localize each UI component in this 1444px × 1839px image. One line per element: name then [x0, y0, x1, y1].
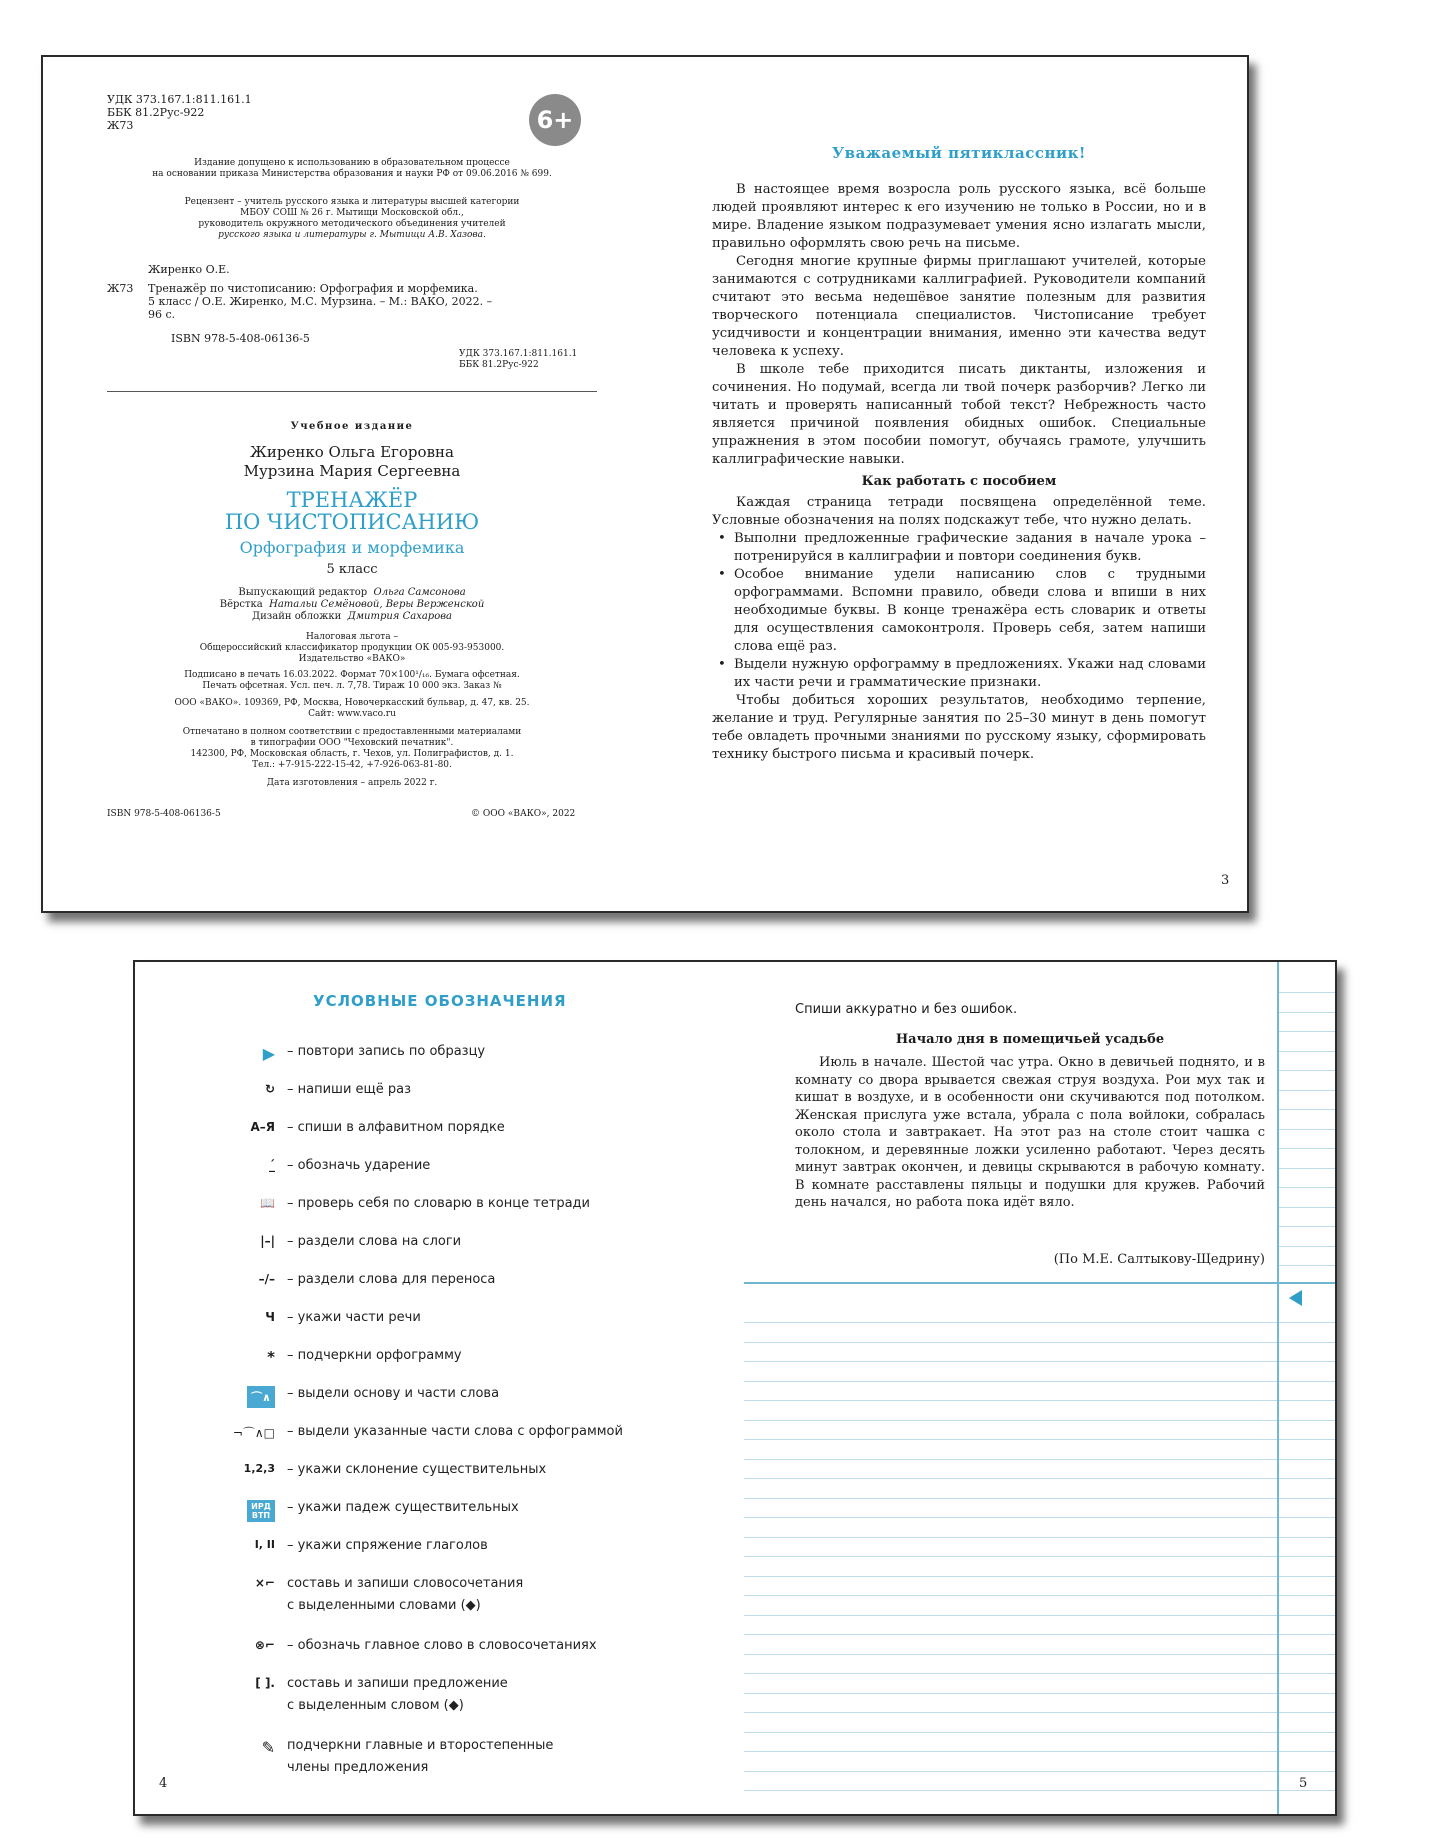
book-icon: 📖	[260, 1196, 275, 1210]
reviewer-line: русского языка и литературы г. Мытищи А.В. Хазова.	[218, 230, 486, 240]
ruled-line	[1279, 1712, 1335, 1713]
paragraph: Сегодня многие крупные фирмы приглашают учителей, которые занимаются с сотрудниками каллиграфией. Руководители компаний считают это весьма недешёвое занятие полезным для развития творческого потенциала специалистов. Чистописание требует усидчивости и концентрации внимания, именно эти качества ведут человека к успеху.	[712, 254, 1206, 359]
page-number: 4	[159, 1776, 168, 1791]
legend-item-word-combinations	[175, 1576, 655, 1628]
author-code-line: Ж73	[107, 119, 134, 132]
ruled-line	[744, 1478, 1277, 1479]
main-word-icon: ⊗⌐	[254, 1638, 275, 1652]
alphabet-icon: А–Я	[250, 1120, 275, 1134]
legend-item-alphabetical	[175, 1120, 655, 1156]
legend-item-main-word	[175, 1638, 655, 1674]
ruled-line	[1279, 1556, 1335, 1557]
ruled-line	[744, 1732, 1277, 1733]
manufacture-date: Дата изготовления – апрель 2022 г.	[266, 778, 438, 788]
ruled-line	[1279, 1478, 1335, 1479]
print-line: Подписано в печать 16.03.2022. Формат 70×100¹/₁₆. Бумага офсетная.	[184, 670, 520, 680]
legend-text-line: раздели слова на слоги	[297, 1234, 462, 1249]
legend-item-underline-orthogram	[175, 1348, 655, 1384]
ruled-line	[1279, 1031, 1335, 1032]
ruled-line	[1279, 1576, 1335, 1577]
legend-text-line: подчеркни орфограмму	[297, 1348, 462, 1363]
printing-line: 142300, РФ, Московская область, г. Чехов, ул. Полиграфистов, д. 1.	[190, 749, 514, 759]
ruled-line	[744, 1576, 1277, 1577]
legend-text: – проверь себя по словарю в конце тетради	[287, 1196, 590, 1211]
page-number: 5	[1299, 1776, 1308, 1791]
morpheme-box: ⌒∧	[247, 1386, 275, 1408]
legend-item-sentence	[175, 1676, 655, 1728]
tax-info	[107, 632, 597, 665]
paragraph: В школе тебе приходится писать диктанты, изложения и сочинения. Но подумай, всегда ли твой почерк разборчив? Легко ли читать и проверять написанный тобой текст? Небрежность часто является причиной появления обидных ошибок. Специальные упражнения в этом пособии помогут, обучаясь грамоте, улучшить каллиграфические навыки.	[712, 362, 1206, 467]
ruled-line	[744, 1654, 1277, 1655]
print-line: Печать офсетная. Усл. печ. л. 7,78. Тираж 10 000 экз. Заказ №	[202, 681, 502, 691]
tax-line: Налоговая льгота –	[306, 632, 398, 642]
spread-pages-2-3	[41, 55, 1249, 913]
bullet-item: • Особое внимание удели написанию слов с трудными орфограммами. Вспомни правило, обведи слова и впиши в них необходимые буквы. В конце тренажёра есть словарик и ответы для осуществления самоконтроля. Проверь себя, затем напиши слова ещё раз.	[712, 566, 1206, 656]
printing-line: Отпечатано в полном соответствии с предоставленными материалами	[182, 727, 522, 737]
catalog-entry	[148, 282, 598, 321]
spread-pages-4-5	[133, 960, 1337, 1816]
publisher-address	[107, 698, 597, 720]
ruled-line	[1279, 1673, 1335, 1674]
legend-item-syllables	[175, 1234, 655, 1270]
ruled-line	[1279, 1381, 1335, 1382]
age-rating-badge: 6+	[529, 94, 581, 146]
exercise-text: Июль в начале. Шестой час утра. Окно в девичьей поднято, и в комнату со двора врывается свежая струя воздуха. Рои мух так и кишат в воздухе, и в особенности они скучиваются под потолком. Женская прислуга уже встала, убрала с пола войлоки, собралась около стола и завтракает. На этот раз на столе стоит чашка с толокном, и деревянные ложки усиленно работают. Через десять минут завтрак окончен, и девицы скрываются в рабочую комнату. В комнате расставлены пяльцы и подушки для кружев. Рабочий день начался, но работа пока идёт вяло.	[795, 1055, 1265, 1210]
book-title	[107, 489, 597, 533]
print-info	[107, 670, 597, 692]
legend-item-marked-parts	[175, 1424, 655, 1460]
legend-text-line: составь и запиши словосочетания	[287, 1576, 524, 1591]
ruled-line	[744, 1771, 1277, 1772]
ruled-line	[1279, 1771, 1335, 1772]
ruled-line	[1279, 1595, 1335, 1596]
ruled-line	[744, 1361, 1277, 1362]
ruled-line	[1279, 1187, 1335, 1188]
catalog-isbn: ISBN 978-5-408-06136-5	[171, 332, 310, 345]
ruled-line	[744, 1712, 1277, 1713]
margin-arrow-icon	[1289, 1290, 1302, 1306]
legend-text-line: с выделенными словами (◆)	[287, 1598, 481, 1613]
legend-text: – укажи склонение существительных	[287, 1462, 547, 1477]
book-title-line: ПО ЧИСТОПИСАНИЮ	[224, 510, 480, 534]
legend-item-write-again	[175, 1082, 655, 1118]
paragraph: В настоящее время возросла роль русского языка, всё больше людей проявляют интерес к его изучению не только в России, но и в мире. Владение языком подразумевает умения ясно излагать мысли, правильно оформлять свою речь на письме.	[712, 182, 1206, 251]
ruled-line	[1279, 1051, 1335, 1052]
credit-layout	[107, 599, 597, 611]
admission-line: Издание допущено к использованию в образовательном процессе	[194, 158, 510, 168]
rewrite-arrow-icon: ↻	[264, 1082, 275, 1096]
legend-text-line: подчеркни главные и второстепенные	[287, 1738, 554, 1753]
credit-role: Вёрстка	[219, 599, 263, 610]
ruled-line	[744, 1537, 1277, 1538]
ruled-line	[1279, 1012, 1335, 1013]
reviewer-line: руководитель окружного методического объединения учителей	[198, 219, 506, 229]
legend-text-line: составь и запиши предложение	[287, 1676, 508, 1691]
ruled-area-top-line	[744, 1282, 1335, 1284]
legend-text-line: укажи падеж существительных	[297, 1500, 519, 1515]
legend-text-line: выдели указанные части слова с орфограммой	[297, 1424, 623, 1439]
ruled-line	[744, 1439, 1277, 1440]
play-triangle-icon: ▶	[262, 1044, 275, 1063]
credit-editor	[107, 587, 597, 599]
ruled-line	[1279, 1342, 1335, 1343]
legend-text: – спиши в алфавитном порядке	[287, 1120, 505, 1135]
address-line: ООО «ВАКО». 109369, РФ, Москва, Новочеркасский бульвар, д. 47, кв. 25.	[174, 698, 530, 708]
tax-line: Общероссийский классификатор продукции ОК 005-93-953000.	[199, 643, 505, 653]
pencil-icon: ✎	[261, 1738, 275, 1757]
grade: 5 класс	[326, 562, 378, 577]
credit-name: Ольга Самсонова	[373, 587, 466, 598]
ruled-line	[1279, 1129, 1335, 1130]
author-name: Мурзина Мария Сергеевна	[243, 462, 461, 480]
legend-text-line: спиши в алфавитном порядке	[297, 1120, 505, 1135]
printing-line: Тел.: +7-915-222-15-42, +7-926-063-81-80.	[252, 760, 452, 770]
udk-small-line: УДК 373.167.1:811.161.1	[459, 349, 578, 359]
sentence-brackets-icon: [ ].	[255, 1676, 275, 1690]
legend-text: – выдели основу и части слова	[287, 1386, 500, 1401]
udk-line: УДК 373.167.1:811.161.1	[107, 93, 252, 106]
legend-item-case	[175, 1500, 655, 1536]
legend-item-stress	[175, 1158, 655, 1194]
admission-line: на основании приказа Министерства образования и науки РФ от 09.06.2016 № 699.	[152, 169, 552, 179]
legend-item-repeat-sample	[175, 1044, 655, 1080]
address-line: Сайт: www.vaco.ru	[308, 709, 396, 719]
ruled-line	[744, 1381, 1277, 1382]
legend-text: – выдели указанные части слова с орфограммой	[287, 1424, 623, 1439]
conjugation-icon: I, II	[254, 1538, 275, 1551]
legend-text	[287, 1573, 523, 1617]
legend-text: – укажи падеж существительных	[287, 1500, 519, 1515]
legend-text: – обозначь главное слово в словосочетаниях	[287, 1638, 597, 1653]
legend-item-sentence-members	[175, 1738, 655, 1790]
reviewer-line: Рецензент – учитель русского языка и литературы высшей категории	[184, 197, 520, 207]
legend-text-line: повтори запись по образцу	[297, 1044, 486, 1059]
ruled-line	[1279, 1654, 1335, 1655]
word-combination-icon: ×⌐	[254, 1576, 275, 1590]
ruled-line	[744, 1322, 1277, 1323]
book-subtitle: Орфография и морфемика	[239, 538, 465, 557]
ruled-line	[744, 1517, 1277, 1518]
author-name: Жиренко Ольга Егоровна	[250, 443, 454, 461]
ruled-line	[1279, 1400, 1335, 1401]
case-box-icon	[175, 1500, 275, 1522]
legend-text	[287, 1735, 553, 1779]
legend-text-line: проверь себя по словарю в конце тетради	[297, 1196, 590, 1211]
ruled-line	[744, 1634, 1277, 1635]
stress-mark-icon: _́	[269, 1158, 275, 1172]
tax-line: Издательство «ВАКО»	[298, 654, 406, 664]
bullet-item: • Выдели нужную орфограмму в предложениях. Укажи над словами их части речи и грамматические признаки.	[712, 656, 1206, 692]
exercise-title: Начало дня в помещичьей усадьбе	[895, 1032, 1165, 1047]
legend-text: – раздели слова на слоги	[287, 1234, 462, 1249]
footer-copyright: © ООО «ВАКО», 2022	[471, 809, 576, 819]
ruled-line	[1279, 1459, 1335, 1460]
ruled-line	[1279, 1265, 1335, 1266]
legend-item-conjugation	[175, 1538, 655, 1574]
legend-text-line: обозначь ударение	[297, 1158, 431, 1173]
legend-item-word-parts	[175, 1386, 655, 1422]
ruled-line	[1279, 1322, 1335, 1323]
ruled-line	[1279, 1751, 1335, 1752]
ruled-line	[1279, 1090, 1335, 1091]
declension-icon: 1,2,3	[243, 1462, 275, 1475]
ruled-line	[744, 1400, 1277, 1401]
legend-text-line: выдели основу и части слова	[297, 1386, 500, 1401]
reviewer-line: МБОУ СОШ № 26 г. Мытищи Московской обл.,	[240, 208, 464, 218]
credit-name: Дмитрия Сахарова	[347, 611, 452, 622]
ruled-line	[744, 1751, 1277, 1752]
legend-text: – раздели слова для переноса	[287, 1272, 496, 1287]
legend-item-declension	[175, 1462, 655, 1498]
ruled-line	[1279, 1498, 1335, 1499]
ruled-line	[744, 1790, 1277, 1791]
ruled-line	[1279, 1439, 1335, 1440]
ruled-line	[744, 1595, 1277, 1596]
legend-text	[287, 1673, 508, 1717]
ruled-line	[1279, 1732, 1335, 1733]
credit-name: Натальи Семёновой, Веры Верженской	[269, 599, 485, 610]
ruled-line	[744, 1342, 1277, 1343]
legend-item-parts-of-speech	[175, 1310, 655, 1346]
parts-of-speech-icon: Ч	[265, 1310, 275, 1324]
legend-text: – повтори запись по образцу	[287, 1044, 486, 1059]
ruled-line	[1279, 1148, 1335, 1149]
legend-text-line: укажи склонение существительных	[297, 1462, 547, 1477]
legend-text: – обозначь ударение	[287, 1158, 431, 1173]
catalog-author: Жиренко О.Е.	[148, 263, 230, 276]
legend-text: – подчеркни орфограмму	[287, 1348, 462, 1363]
legend-item-dictionary	[175, 1196, 655, 1232]
credit-role: Выпускающий редактор	[238, 587, 368, 598]
udk-block	[107, 93, 252, 132]
ruled-line	[744, 1420, 1277, 1421]
reviewer-note	[107, 197, 597, 241]
page3-body	[712, 181, 1206, 764]
page-number: 3	[1221, 873, 1230, 888]
ruled-line	[1279, 1226, 1335, 1227]
legend-text: – укажи спряжение глаголов	[287, 1538, 488, 1553]
credits	[107, 587, 597, 623]
ruled-line	[744, 1556, 1277, 1557]
credit-role: Дизайн обложки	[251, 611, 342, 622]
legend-text-line: члены предложения	[287, 1760, 429, 1775]
legend-text-line: укажи спряжение глаголов	[297, 1538, 488, 1553]
legend-text-line: укажи части речи	[297, 1310, 421, 1325]
legend-text: – укажи части речи	[287, 1310, 421, 1325]
morpheme-marks-icon: ¬⌒∧□	[232, 1426, 275, 1440]
legend-heading: УСЛОВНЫЕ ОБОЗНАЧЕНИЯ	[313, 992, 567, 1010]
ruled-line	[744, 1459, 1277, 1460]
catalog-code: Ж73	[107, 282, 134, 295]
ruled-line	[1279, 1168, 1335, 1169]
ruled-line	[1279, 1246, 1335, 1247]
ruled-line	[744, 1498, 1277, 1499]
catalog-line: 5 класс / О.Е. Жиренко, М.С. Мурзина. – М.: ВАКО, 2022. –	[148, 295, 493, 308]
exercise-attribution: (По М.Е. Салтыкову-Щедрину)	[1053, 1252, 1265, 1267]
ruled-line	[744, 1693, 1277, 1694]
printing-house	[107, 727, 597, 771]
ruled-line	[1279, 1361, 1335, 1362]
bbk-line: ББК 81.2Рус-922	[107, 106, 205, 119]
ruled-line	[744, 1673, 1277, 1674]
ruled-line	[1279, 1537, 1335, 1538]
legend-text-line: напиши ещё раз	[297, 1082, 412, 1097]
asterisk-icon: *	[267, 1348, 275, 1366]
ruled-line	[1279, 992, 1335, 993]
legend-item-hyphenation	[175, 1272, 655, 1308]
footer-isbn: ISBN 978-5-408-06136-5	[107, 809, 221, 819]
ruled-line	[1279, 1420, 1335, 1421]
authors	[107, 443, 597, 481]
catalog-line: 96 с.	[148, 308, 176, 321]
ruled-line	[1279, 1070, 1335, 1071]
ruled-line	[1279, 1615, 1335, 1616]
paragraph: Каждая страница тетради посвящена определённой теме. Условные обозначения на полях подскажут тебе, что нужно делать.	[712, 495, 1206, 528]
ruled-line	[1279, 1207, 1335, 1208]
admission-note	[107, 158, 597, 180]
catalog-line: Тренажёр по чистописанию: Орфография и морфемика.	[148, 282, 478, 295]
credit-cover	[107, 611, 597, 623]
ruled-line	[1279, 1517, 1335, 1518]
printing-line: в типографии ООО "Чеховский печатник".	[250, 738, 454, 748]
edition-type: Учебное издание	[290, 421, 414, 432]
case-box: ИРД ВТП	[247, 1500, 275, 1522]
legend-text-line: с выделенным словом (◆)	[287, 1698, 464, 1713]
udk-small-line: ББК 81.2Рус-922	[459, 360, 539, 370]
legend-text-line: обозначь главное слово в словосочетаниях	[297, 1638, 597, 1653]
ruled-line	[1279, 1634, 1335, 1635]
exercise-instruction: Спиши аккуратно и без ошибок.	[795, 1002, 1018, 1017]
morpheme-box-icon	[175, 1386, 275, 1408]
ruled-line	[1279, 1693, 1335, 1694]
legend-text-line: раздели слова для переноса	[297, 1272, 496, 1287]
ruled-line	[744, 1615, 1277, 1616]
bullet-item: • Выполни предложенные графические задания в начале урока – потренируйся в каллиграфии и повтори соединения букв.	[712, 530, 1206, 566]
paragraph: Чтобы добиться хороших результатов, необходимо терпение, желание и труд. Регулярные занятия по 25–30 минут в день помогут тебе овладеть прочными знаниями по русскому языку, сформировать технику быстрого письма и красивый почерк.	[712, 693, 1206, 762]
syllable-divider-icon: |–|	[260, 1234, 275, 1248]
book-title-line: ТРЕНАЖЁР	[286, 488, 418, 512]
page3-subheading: Как работать с пособием	[861, 474, 1057, 489]
legend-text: – напиши ещё раз	[287, 1082, 412, 1097]
page3-heading: Уважаемый пятиклассник!	[831, 144, 1087, 162]
ruled-line	[1279, 1109, 1335, 1110]
hyphenation-icon: –/–	[258, 1272, 275, 1286]
divider	[107, 391, 597, 392]
udk-small-block	[459, 349, 577, 371]
